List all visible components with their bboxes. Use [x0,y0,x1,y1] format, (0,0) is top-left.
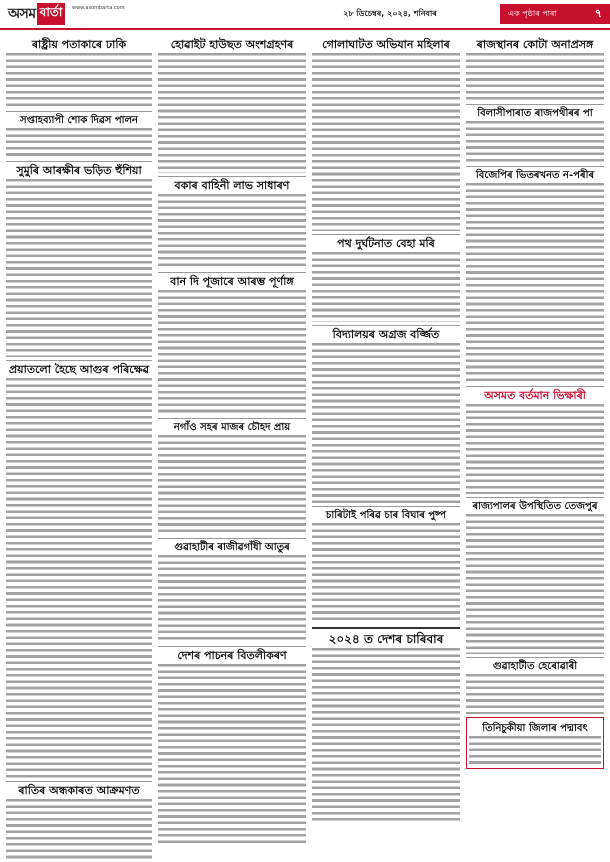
column-3 [312,36,460,823]
divider [466,104,604,105]
headline: নগাঁও সহৰ মাজৰ চৌহদ প্ৰায় [173,422,291,434]
article-body [158,290,306,415]
article-body [6,128,152,158]
article-body [466,674,604,714]
divider [158,538,306,539]
page-number: ৭ [594,6,602,20]
article-body [6,378,152,778]
boxed-article [466,717,604,769]
article-body [158,664,306,844]
headline: গুৱাহাটীৰ ৰাজীৱগাঁধী আতুৰ [174,542,290,554]
headline: বিলাসীপাৰাত ৰাজপথীৰৰ পা [477,108,593,120]
divider [466,386,604,387]
divider [158,646,306,647]
headline: বিজেপিৰ ভিতৰখনত ন-পৰীৰ [475,170,595,182]
article-body [312,343,460,503]
headline: ৰাজ্যপালৰ উপস্থিতিত তেজপুৰ [472,501,598,513]
headline: বকাৰ বাহিনী লাভ সাধাৰণ [174,179,290,193]
headline: ৰাষ্ট্ৰীয় পতাকাৰে ঢাকি [31,38,127,51]
divider [466,497,604,498]
article-body [466,121,604,163]
divider [6,161,152,162]
divider [312,506,460,507]
column-2 [158,36,306,844]
article-body [312,648,460,823]
headline: গুৱাহাটীত হেৰোৱাৰী [492,661,578,673]
article-body [466,183,604,383]
headline: বিদ্যালয়ৰ অগ্ৰজ বৰ্জ্জিত [332,328,440,342]
divider [158,176,306,177]
article-body [158,194,306,269]
column-4 [466,36,604,769]
headline: প্ৰয়াতলো হৈছে আগুৰ পৰিক্ষেৱ [8,363,150,377]
page-tag-bar [500,4,610,24]
logo-box: বাৰ্তা [37,3,66,25]
headline: ৰাজস্থানৰ কোটা অনাপ্ৰসঙ্গ [476,38,594,51]
headline: বান দি পূজাৰে আৰম্ভ পূৰ্ণাঙ্গ [170,275,294,289]
divider [312,627,460,629]
edition-tag: এক পৃষ্ঠাৰ পাৰা [508,8,557,18]
article-body [6,179,152,357]
divider [312,234,460,235]
article-body [466,53,604,101]
headline: দেশৰ পাচনৰ বিতলীকৰণ [177,649,287,663]
divider [6,781,152,782]
column-1 [6,36,152,862]
newspaper-logo [8,4,65,24]
divider [312,325,460,326]
divider [6,111,152,112]
logo-url: www.asombarta.com [72,5,125,11]
dateline: ২৮ ডিচেম্বৰ, ২০২৪, শনিবাৰ [343,9,437,18]
article-body [158,435,306,535]
article-body [466,404,604,494]
masthead [0,0,610,30]
article-body [158,53,306,173]
divider [466,166,604,167]
headline: অসমত বৰ্তমান ভিক্ষাৰী [484,389,586,403]
article-body [6,53,152,108]
article-body [312,252,460,322]
article-body [312,523,460,623]
divider [158,418,306,419]
divider [158,272,306,273]
headline: ২০২৪ ত দেশৰ চাৰিবাৰ [328,632,444,647]
article-body [6,799,152,862]
headline: চাৰিটাই পৰিৱ চাৰ বিঘাৰ পুষ্প [325,510,447,522]
article-body [469,736,601,766]
headline: হোৱাইট হাউছত অংশগ্ৰহণৰ [170,38,294,51]
divider [6,360,152,361]
article-body [466,514,604,654]
headline: সপ্তাহব্যাপী শোক দিৱস পালন [20,115,138,127]
headline: ৰাতিৰ অন্ধকাৰত আক্ৰমণত [18,784,140,798]
headline: তিনিচুকীয়া জিলাৰ পদ্মাবৎ [482,723,588,735]
divider [466,657,604,658]
headline: পথ দুৰ্ঘটনাত বেহা মৰি [337,237,435,251]
article-body [158,555,306,643]
headline: সুমুৰি আৰক্ষীৰ ভড়িত হুঁশিয়া [16,164,142,178]
logo-text: অসম [8,6,36,22]
headline: গোলাঘাটত অভিযান মহিলাৰ [322,38,450,51]
article-body [312,53,460,231]
